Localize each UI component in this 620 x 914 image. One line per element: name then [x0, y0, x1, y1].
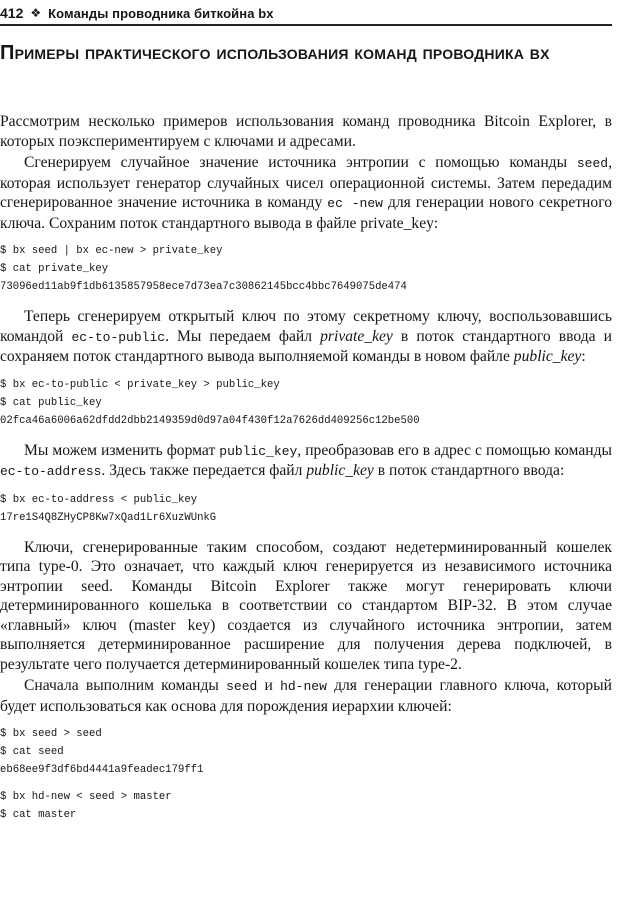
code-block-address	[0, 491, 612, 527]
code-line: $ cat private_key	[0, 263, 109, 275]
code-line: $ bx seed > seed	[0, 728, 102, 740]
section-heading: Примеры практического использования команд проводника bx	[0, 42, 550, 64]
code-line: $ cat public_key	[0, 396, 102, 409]
inline-code-ec-to-public: ec-to-public	[71, 329, 166, 345]
inline-code-ec-new: ec -new	[327, 196, 383, 211]
chapter-title: Команды проводника биткойна bx	[48, 5, 274, 21]
code-block-public-key	[0, 376, 612, 430]
code-line: 73096ed11ab9f1db6135857958ece7d73ea7c30862145bcc4bbc7649075de474	[0, 281, 407, 293]
inline-code-ec-to-address: ec-to-address	[0, 464, 102, 479]
inline-code-public-key: public_key	[219, 443, 298, 459]
code-line: $ cat master	[0, 809, 77, 821]
code-block-seed-master	[0, 725, 612, 824]
italic-filename: public_key	[513, 348, 582, 365]
paragraph-wallet-types: Ключи, сгенерированные таким способом, создают недетерминированный кошелек типа type-0. Это означает, что каждый ключ генерируется из независимого источника энтропии seed. Команды Bitcoin Explorer также могут генерировать ключи детерминированного кошелька в соответствии со стандартом BIP-32. В этом случае «главный» ключ (master key) создается из случайного источника энтропии, затем выполняется детерминированное расширение для получения дерева подключей, в результате чего получается детерминированный кошелек типа type-2.	[0, 538, 612, 673]
code-line: 17re1S4Q8ZHyCP8Kw7xQad1Lr6XuzWUnkG	[0, 511, 217, 524]
inline-code-hd-new: hd-new	[280, 679, 327, 694]
code-line: eb68ee9f3df6bd4441a9feadec179ff1	[0, 764, 204, 776]
diamond-ornament-icon: ❖	[30, 6, 42, 20]
code-line: 02fca46a6006a62dfdd2dbb2149359d0d97a04f430f12a7626dd409256c12be500	[0, 414, 420, 427]
code-line: $ bx ec-to-address < public_key	[0, 493, 198, 506]
code-line: $ bx ec-to-public < private_key > public_key	[0, 378, 280, 391]
code-line: $ bx seed | bx ec-new > private_key	[0, 245, 223, 257]
inline-code-seed: seed	[226, 679, 258, 694]
header-rule	[0, 24, 612, 26]
code-line: $ cat seed	[0, 746, 64, 758]
italic-filename: private_key	[320, 327, 393, 345]
code-block-private-key	[0, 242, 612, 296]
code-line: $ bx hd-new < seed > master	[0, 791, 172, 803]
running-header	[0, 2, 612, 24]
paragraph-public-key: Теперь сгенерируем открытый ключ по этому секретному ключу, воспользовавшись командой ec-to-public. Мы передаем файл private_key в поток стандартного ввода и сохраняем поток стандартного вывода выполняемой команды в новом файле public_key:	[0, 308, 612, 365]
inline-code-seed: seed	[576, 156, 609, 171]
paragraph-intro: Рассмотрим несколько примеров использования команд проводника Bitcoin Explorer, в которых поэкспериментируем с ключами и адресами.	[0, 113, 612, 150]
body-text	[0, 112, 612, 835]
italic-filename: public_key	[306, 462, 374, 479]
paragraph-master-key: Сначала выполним команды seed и hd-new для генерации главного ключа, который будет использоваться как основа для порождения иерархии ключей:	[0, 677, 612, 715]
page-number: 412	[0, 5, 24, 21]
paragraph-address: Мы можем изменить формат public_key, преобразовав его в адрес с помощью команды ec-to-address. Здесь также передается файл public_key в поток стандартного ввода:	[0, 441, 612, 479]
paragraph-seed: Сгенерируем случайное значение источника энтропии с помощью команды seed, которая использует генератор случайных чисел операционной системы. Затем передадим сгенерированное значение источника в команду ec -new для генерации нового секретного ключа. Сохраним поток стандартного вывода в файле private_key:	[0, 154, 613, 232]
